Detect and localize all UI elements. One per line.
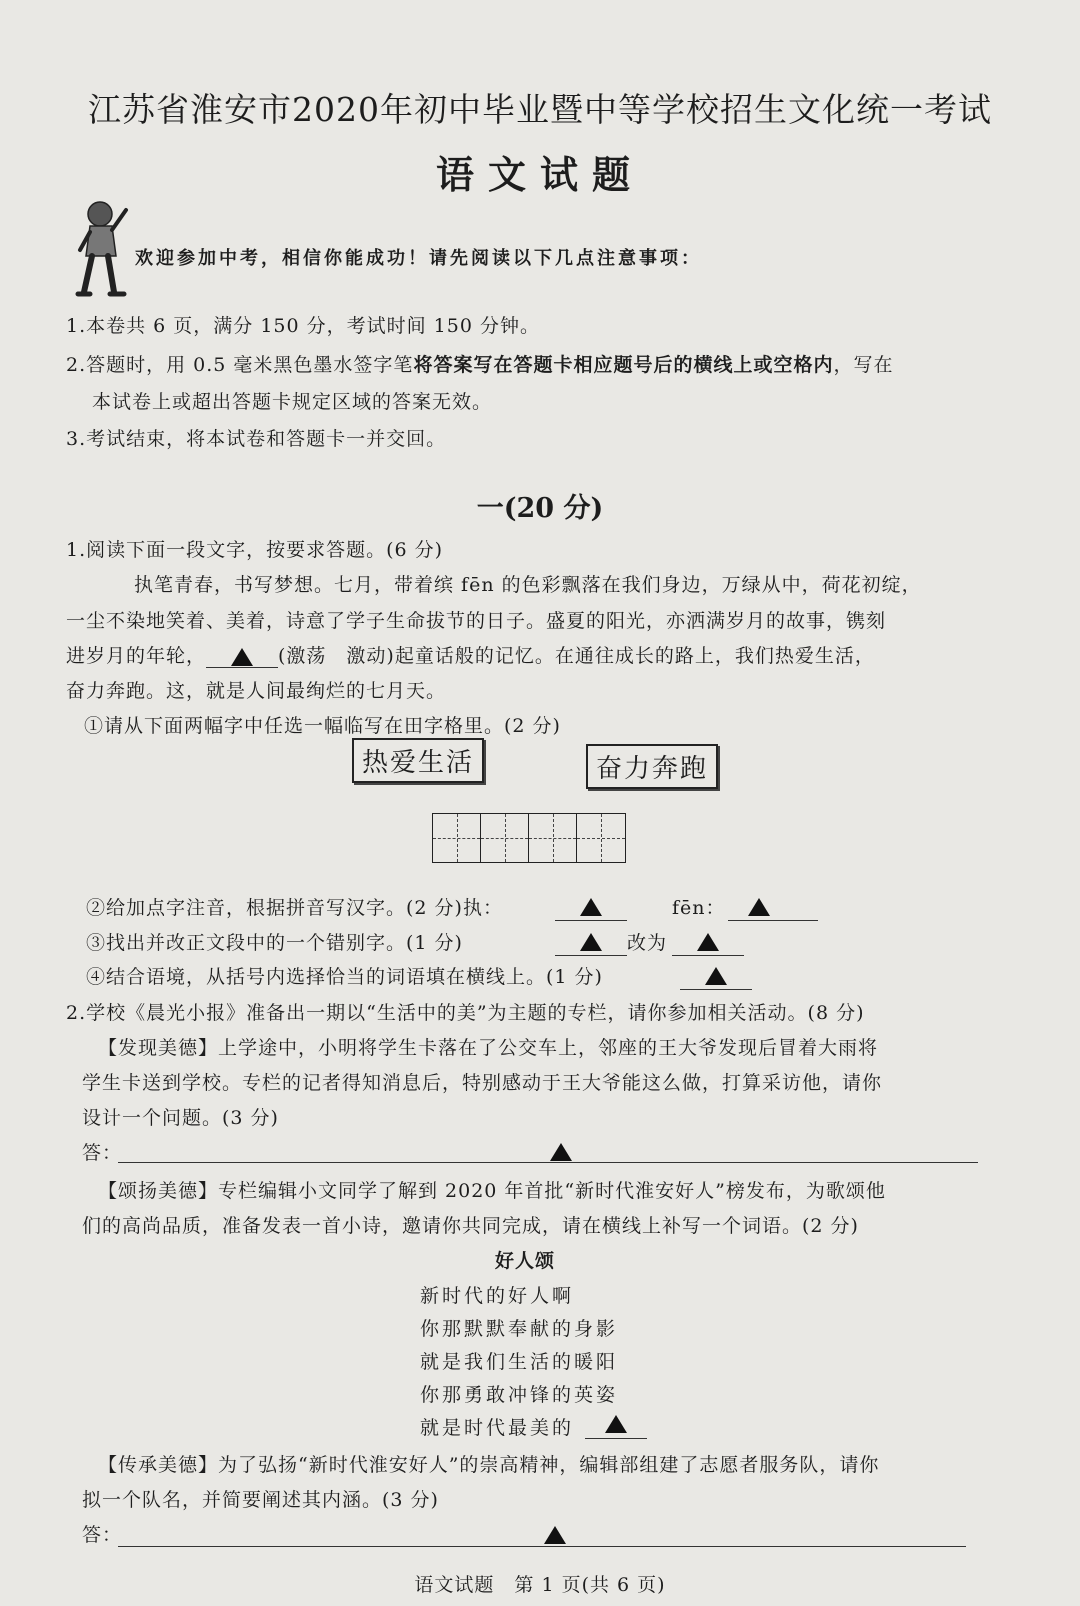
- calligraphy-word-1: 热爱生活: [352, 738, 484, 783]
- q2-inherit-line-1: 【传承美德】为了弘扬“新时代淮安好人”的崇高精神，编辑部组建了志愿者服务队，请你: [98, 1454, 880, 1476]
- q1-sub-4: ④结合语境，从括号内选择恰当的词语填在横线上。(1 分): [86, 966, 603, 988]
- notice-2-part-c: ，写在: [833, 354, 894, 376]
- q2-heading: 2.学校《晨光小报》准备出一期以“生活中的美”为主题的专栏，请你参加相关活动。(8 分): [66, 1002, 865, 1024]
- q2-discover-line-3: 设计一个问题。(3 分): [82, 1107, 279, 1129]
- calligraphy-word-2: 奋力奔跑: [586, 744, 718, 789]
- page-footer: 语文试题 第 1 页(共 6 页): [414, 1574, 666, 1596]
- welcome-text: 欢迎参加中考，相信你能成功！请先阅读以下几点注意事项：: [135, 248, 702, 269]
- triangle-marker-icon: [748, 898, 770, 916]
- triangle-marker-icon: [544, 1526, 566, 1544]
- answer-blank-typo[interactable]: [555, 955, 627, 956]
- answer-blank-zhi[interactable]: [555, 920, 627, 921]
- triangle-marker-icon: [580, 933, 602, 951]
- triangle-marker-icon: [580, 898, 602, 916]
- answer-blank-word[interactable]: [680, 989, 752, 990]
- q1-blank-1[interactable]: [206, 645, 278, 668]
- exam-title: 江苏省淮安市2020年初中毕业暨中等学校招生文化统一考试: [88, 90, 992, 129]
- grid-cell[interactable]: [577, 814, 625, 862]
- notice-2: [66, 350, 893, 377]
- q1-passage-line-3b: (激荡 激动)起童话般的记忆。在通往成长的路上，我们热爱生活，: [278, 645, 875, 667]
- q1-sub-2: ②给加点字注音，根据拼音写汉字。(2 分)执：: [86, 897, 503, 919]
- answer-blank-correction[interactable]: [672, 955, 744, 956]
- q1-sub-2-fen: fēn：: [672, 897, 726, 919]
- q1-sub-3: ③找出并改正文段中的一个错别字。(1 分): [86, 932, 463, 954]
- notice-2-cont: 本试卷上或超出答题卡规定区域的答案无效。: [92, 391, 493, 413]
- poem-line: 你那勇敢冲锋的英姿: [420, 1384, 619, 1406]
- poem-line: 就是我们生活的暖阳: [420, 1351, 619, 1373]
- q1-passage-line-4: 奋力奔跑。这，就是人间最绚烂的七月天。: [66, 680, 447, 702]
- notice-1: 1.本卷共 6 页，满分 150 分，考试时间 150 分钟。: [66, 315, 540, 337]
- triangle-marker-icon: [550, 1143, 572, 1161]
- grid-cell[interactable]: [481, 814, 529, 862]
- q2-praise-line-2: 们的高尚品质，准备发表一首小诗，邀请你共同完成，请在横线上补写一个词语。(2 分): [82, 1215, 859, 1237]
- triangle-marker-icon: [605, 1415, 627, 1433]
- answer-line-2[interactable]: [118, 1546, 966, 1547]
- poem-line: 你那默默奉献的身影: [420, 1318, 619, 1340]
- q1-passage-line-1: 执笔青春，书写梦想。七月，带着缤 fēn 的色彩飘落在我们身边，万绿从中，荷花初绽，: [134, 574, 922, 596]
- notice-3: 3.考试结束，将本试卷和答题卡一并交回。: [66, 428, 447, 450]
- answer-label-1: 答：: [82, 1142, 123, 1164]
- answer-blank-fen[interactable]: [728, 920, 818, 921]
- answer-line-1[interactable]: [118, 1162, 978, 1163]
- q2-discover-line-1: 【发现美德】上学途中，小明将学生卡落在了公交车上，邻座的王大爷发现后冒着大雨将: [98, 1037, 879, 1059]
- q1-passage-line-2: 一尘不染地笑着、美着，诗意了学子生命拔节的日子。盛夏的阳光，亦洒满岁月的故事，镌刻: [66, 610, 887, 632]
- q1-passage-line-3: [66, 641, 875, 668]
- poem-line: 就是时代最美的: [420, 1417, 575, 1439]
- q1-heading: 1.阅读下面一段文字，按要求答题。(6 分): [66, 539, 444, 561]
- notice-2-part-a: 2.答题时，用 0.5 毫米黑色墨水签字笔: [66, 354, 414, 376]
- poem-blank[interactable]: [585, 1438, 647, 1439]
- grid-cell[interactable]: [433, 814, 481, 862]
- triangle-marker-icon: [705, 967, 727, 985]
- tianzi-grid[interactable]: [432, 813, 626, 863]
- exam-subtitle: 语文试题: [435, 152, 644, 197]
- section-heading: 一(20 分): [476, 493, 604, 524]
- notice-2-bold: 将答案写在答题卡相应题号后的横线上或空格内: [413, 354, 834, 376]
- answer-label-2: 答：: [82, 1524, 123, 1546]
- poem-line: 新时代的好人啊: [420, 1285, 575, 1307]
- q1-sub-1: ①请从下面两幅字中任选一幅临写在田字格里。(2 分): [84, 715, 561, 737]
- poem-title: 好人颂: [495, 1250, 556, 1272]
- q1-sub-3-change: 改为: [627, 932, 668, 954]
- q2-praise-line-1: 【颂扬美德】专栏编辑小文同学了解到 2020 年首批“新时代淮安好人”榜发布，为歌颂他: [98, 1180, 886, 1202]
- triangle-marker-icon: [231, 648, 253, 666]
- q2-discover-line-2: 学生卡送到学校。专栏的记者得知消息后，特别感动于王大爷能这么做，打算采访他，请你: [82, 1072, 883, 1094]
- q1-passage-line-3a: 进岁月的年轮，: [66, 645, 207, 667]
- mascot-illustration: [68, 196, 138, 301]
- triangle-marker-icon: [697, 933, 719, 951]
- grid-cell[interactable]: [529, 814, 577, 862]
- q2-inherit-line-2: 拟一个队名，并简要阐述其内涵。(3 分): [82, 1489, 439, 1511]
